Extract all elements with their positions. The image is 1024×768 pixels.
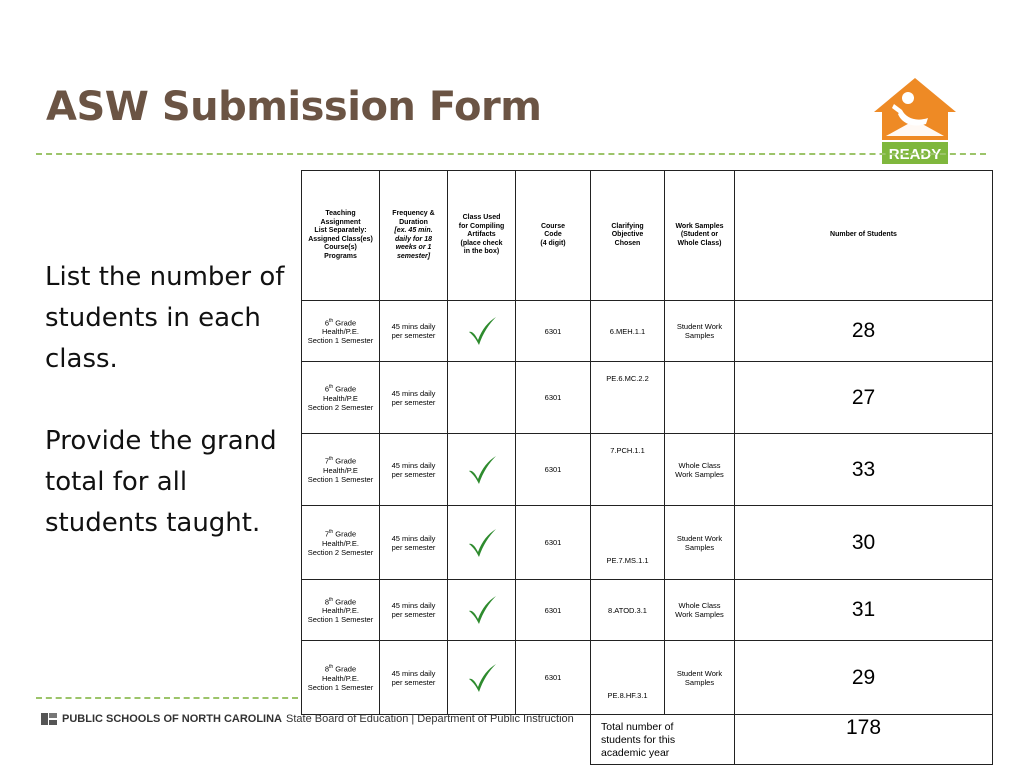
header-frequency: Frequency & Duration [ex. 45 min. daily for 18 weeks or 1 semester] xyxy=(380,171,448,301)
cell-number-of-students: 29 xyxy=(735,641,993,715)
table-header-row xyxy=(302,171,993,301)
table-row xyxy=(302,301,993,362)
footer-dept: State Board of Education | Department of Public Instruction xyxy=(286,713,574,725)
cell-number-of-students: 30 xyxy=(735,506,993,580)
cell-class-used xyxy=(448,641,516,715)
cell-frequency: 45 mins daily per semester xyxy=(380,434,448,506)
cell-teaching-assignment: 6th Grade Health/P.E Section 2 Semester xyxy=(302,362,380,434)
cell-objective: 7.PCH.1.1 xyxy=(591,434,665,506)
cell-objective: PE.6.MC.2.2 xyxy=(591,362,665,434)
cell-frequency: 45 mins daily per semester xyxy=(380,362,448,434)
instruction-1: List the number of students in each class. xyxy=(45,262,285,374)
cell-frequency: 45 mins daily per semester xyxy=(380,641,448,715)
header-clarifying-objective: Clarifying Objective Chosen xyxy=(591,171,665,301)
cell-objective: 6.MEH.1.1 xyxy=(591,301,665,362)
checkmark-icon xyxy=(466,527,498,559)
table-row xyxy=(302,434,993,506)
table-row xyxy=(302,641,993,715)
checkmark-icon xyxy=(466,594,498,626)
cell-work-samples: Student Work Samples xyxy=(665,641,735,715)
table-row xyxy=(302,362,993,434)
cell-objective: PE.7.MS.1.1 xyxy=(591,506,665,580)
cell-work-samples: Whole Class Work Samples xyxy=(665,580,735,641)
header-teaching-assignment: Teaching Assignment List Separately: Assigned Class(es) Course(s) Programs xyxy=(302,171,380,301)
header-course-code: Course Code (4 digit) xyxy=(516,171,591,301)
cell-class-used xyxy=(448,506,516,580)
checkmark-icon xyxy=(466,454,498,486)
cell-work-samples xyxy=(665,362,735,434)
cell-number-of-students: 27 xyxy=(735,362,993,434)
checkmark-icon xyxy=(466,315,498,347)
cell-course-code: 6301 xyxy=(516,506,591,580)
cell-course-code: 6301 xyxy=(516,434,591,506)
cell-work-samples: Whole Class Work Samples xyxy=(665,434,735,506)
header-divider xyxy=(36,153,986,155)
cell-teaching-assignment: 6th Grade Health/P.E. Section 1 Semester xyxy=(302,301,380,362)
cell-course-code: 6301 xyxy=(516,580,591,641)
cell-course-code: 6301 xyxy=(516,641,591,715)
cell-class-used xyxy=(448,362,516,434)
cell-class-used xyxy=(448,301,516,362)
cell-frequency: 45 mins daily per semester xyxy=(380,506,448,580)
checkmark-icon xyxy=(466,662,498,694)
cell-class-used xyxy=(448,580,516,641)
table-row xyxy=(302,506,993,580)
header-class-used: Class Used for Compiling Artifacts (place check in the box) xyxy=(448,171,516,301)
cell-teaching-assignment: 7th Grade Health/P.E Section 1 Semester xyxy=(302,434,380,506)
cell-objective: PE.8.HF.3.1 xyxy=(591,641,665,715)
header-number-of-students: Number of Students xyxy=(735,171,993,301)
cell-teaching-assignment: 7th Grade Health/P.E. Section 2 Semester xyxy=(302,506,380,580)
cell-frequency: 45 mins daily per semester xyxy=(380,580,448,641)
total-label: Total number of students for this academic year xyxy=(591,715,735,765)
cell-frequency: 45 mins daily per semester xyxy=(380,301,448,362)
page-title: ASW Submission Form xyxy=(46,84,542,130)
cell-class-used xyxy=(448,434,516,506)
cell-number-of-students: 28 xyxy=(735,301,993,362)
cell-course-code: 6301 xyxy=(516,301,591,362)
instructions xyxy=(45,257,295,585)
footer-divider xyxy=(36,697,298,699)
instruction-2: Provide the grand total for all students taught. xyxy=(45,426,277,538)
cell-teaching-assignment: 8th Grade Health/P.E. Section 1 Semester xyxy=(302,641,380,715)
cell-objective: 8.ATOD.3.1 xyxy=(591,580,665,641)
footer xyxy=(40,709,574,729)
dpi-seal-icon xyxy=(40,710,58,728)
cell-work-samples: Student Work Samples xyxy=(665,301,735,362)
submission-table xyxy=(301,170,993,765)
svg-text:READY: READY xyxy=(888,146,942,163)
cell-teaching-assignment: 8th Grade Health/P.E. Section 1 Semester xyxy=(302,580,380,641)
footer-org: PUBLIC SCHOOLS OF NORTH CAROLINA xyxy=(62,713,282,725)
table-row xyxy=(302,580,993,641)
cell-number-of-students: 33 xyxy=(735,434,993,506)
total-value: 178 xyxy=(735,715,993,765)
cell-number-of-students: 31 xyxy=(735,580,993,641)
cell-work-samples: Student Work Samples xyxy=(665,506,735,580)
cell-course-code: 6301 xyxy=(516,362,591,434)
header-work-samples: Work Samples (Student or Whole Class) xyxy=(665,171,735,301)
